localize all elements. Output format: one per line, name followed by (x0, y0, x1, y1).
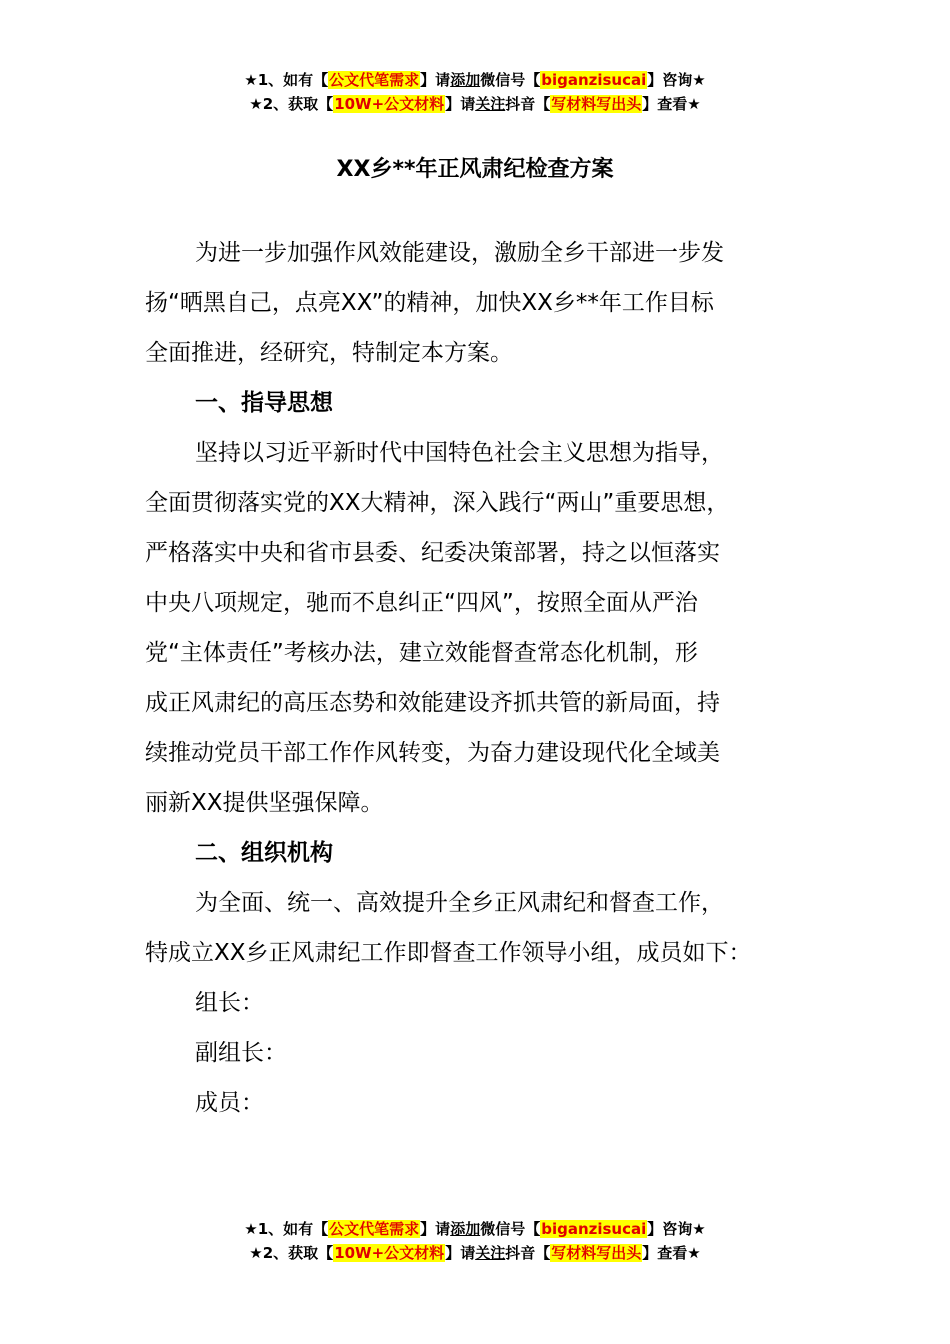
banner-line-2 (0, 92, 950, 116)
paragraph-line: 中央八项规定，驰而不息纠正“四风”，按照全面从严治 (145, 590, 698, 616)
leader-label: 组长： (195, 990, 264, 1016)
douyin-account: 写材料写出头 (551, 95, 642, 113)
banner-text: ★1、如有【 (244, 1220, 329, 1238)
banner-text: 】查看★ (642, 1244, 701, 1262)
paragraph-line: 为进一步加强作风效能建设，激励全乡干部进一步发 (195, 240, 724, 266)
banner-text: 抖音【 (505, 1244, 551, 1262)
banner-text: 】请 (445, 1244, 476, 1262)
members-label: 成员： (195, 1090, 264, 1116)
section-heading-guiding-ideology: 一、指导思想 (195, 390, 333, 416)
document-body (145, 228, 835, 1128)
banner-text: 】请 (420, 71, 451, 89)
highlight-text: 10W+公文材料 (334, 1244, 445, 1262)
banner-text: 抖音【 (505, 95, 551, 113)
wechat-id: biganzisucai (541, 71, 647, 89)
paragraph-line: 坚持以习近平新时代中国特色社会主义思想为指导， (195, 440, 724, 466)
section-heading-organization: 二、组织机构 (195, 840, 333, 866)
footer-banner (0, 1217, 950, 1265)
banner-text: ★1、如有【 (244, 71, 329, 89)
paragraph-line: 严格落实中央和省市县委、纪委决策部署，持之以恒落实 (145, 540, 720, 566)
paragraph-line: 丽新XX提供坚强保障。 (145, 790, 384, 816)
paragraph-line: 党“主体责任”考核办法，建立效能督查常态化机制，形 (145, 640, 698, 666)
banner-text: 】咨询★ (647, 1220, 706, 1238)
document-title: XX乡**年正风肃纪检查方案 (336, 157, 614, 182)
banner-line-1 (0, 68, 950, 92)
underlined-text: 添加 (450, 71, 481, 89)
header-banner (0, 68, 950, 116)
banner-text: 微信号【 (480, 71, 541, 89)
banner-text: ★2、获取【 (249, 1244, 334, 1262)
highlight-text: 公文代笔需求 (329, 71, 420, 89)
douyin-account: 写材料写出头 (551, 1244, 642, 1262)
banner-text: 】咨询★ (647, 71, 706, 89)
banner-text: 微信号【 (480, 1220, 541, 1238)
underlined-text: 关注 (475, 95, 506, 113)
banner-text: 】查看★ (642, 95, 701, 113)
banner-text: 】请 (420, 1220, 451, 1238)
banner-text: ★2、获取【 (249, 95, 334, 113)
paragraph-line: 特成立XX乡正风肃纪工作即督查工作领导小组，成员如下： (145, 940, 752, 966)
paragraph-line: 全面贯彻落实党的XX大精神，深入践行“两山”重要思想， (145, 490, 730, 516)
banner-line-1 (0, 1217, 950, 1241)
highlight-text: 10W+公文材料 (334, 95, 445, 113)
highlight-text: 公文代笔需求 (329, 1220, 420, 1238)
paragraph-line: 为全面、统一、高效提升全乡正风肃纪和督查工作， (195, 890, 724, 916)
wechat-id: biganzisucai (541, 1220, 647, 1238)
paragraph-line: 续推动党员干部工作作风转变，为奋力建设现代化全域美 (145, 740, 720, 766)
underlined-text: 关注 (475, 1244, 506, 1262)
banner-text: 】请 (445, 95, 476, 113)
paragraph-line: 扬“晒黑自己，点亮XX”的精神，加快XX乡**年工作目标 (145, 290, 714, 316)
paragraph-line: 全面推进，经研究，特制定本方案。 (145, 340, 513, 366)
deputy-leader-label: 副组长： (195, 1040, 287, 1066)
paragraph-line: 成正风肃纪的高压态势和效能建设齐抓共管的新局面，持 (145, 690, 720, 716)
underlined-text: 添加 (450, 1220, 481, 1238)
banner-line-2 (0, 1241, 950, 1265)
